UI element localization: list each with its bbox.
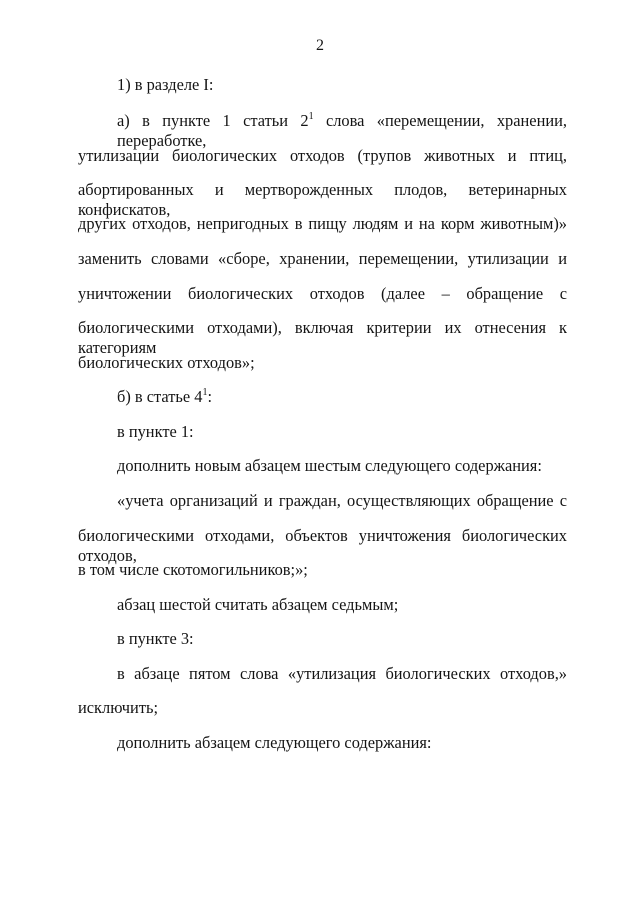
paragraph-item-a	[117, 111, 567, 151]
paragraph-item-a-text-start: а) в пункте 1 статьи 2	[117, 111, 309, 130]
text-line: других отходов, непригодных в пищу людям и на корм животным)»	[78, 214, 567, 233]
text-line: в том числе скотомогильников;»;	[78, 560, 308, 579]
text-line: уничтожении биологических отходов (далее – обращение с	[78, 284, 567, 303]
text-line: заменить словами «сборе, хранении, перемещении, утилизации и	[78, 249, 567, 268]
paragraph-item-b-text-end: :	[207, 387, 212, 406]
paragraph-item-a-text-end: слова «перемещении, хранении, переработке,	[117, 111, 567, 150]
paragraph-item-b-text-start: б) в статье 4	[117, 387, 203, 406]
text-line: в пункте 1:	[117, 422, 194, 441]
superscript-mark: 1	[202, 387, 208, 398]
text-line: утилизации биологических отходов (трупов животных и птиц,	[78, 146, 567, 165]
text-line: «учета организаций и граждан, осуществляющих обращение с	[117, 491, 567, 510]
text-line: биологическими отходами), включая критерии их отнесения к категориям	[78, 318, 567, 357]
text-line: биологическими отходами, объектов уничтожения биологических отходов,	[78, 526, 567, 565]
page-number: 2	[316, 37, 324, 54]
text-line: биологических отходов»;	[78, 353, 255, 372]
paragraph-section-1: 1) в разделе I:	[117, 75, 214, 94]
text-line: абортированных и мертворожденных плодов, ветеринарных конфискатов,	[78, 180, 567, 219]
superscript-mark: 1	[308, 111, 314, 122]
text-line: в пункте 3:	[117, 629, 194, 648]
text-line: абзац шестой считать абзацем седьмым;	[117, 595, 399, 614]
paragraph-item-b	[117, 387, 212, 407]
text-line: в абзаце пятом слова «утилизация биологических отходов,»	[117, 664, 567, 683]
text-line: исключить;	[78, 698, 159, 717]
text-line: дополнить новым абзацем шестым следующего содержания:	[117, 456, 542, 475]
text-line: дополнить абзацем следующего содержания:	[117, 733, 432, 752]
